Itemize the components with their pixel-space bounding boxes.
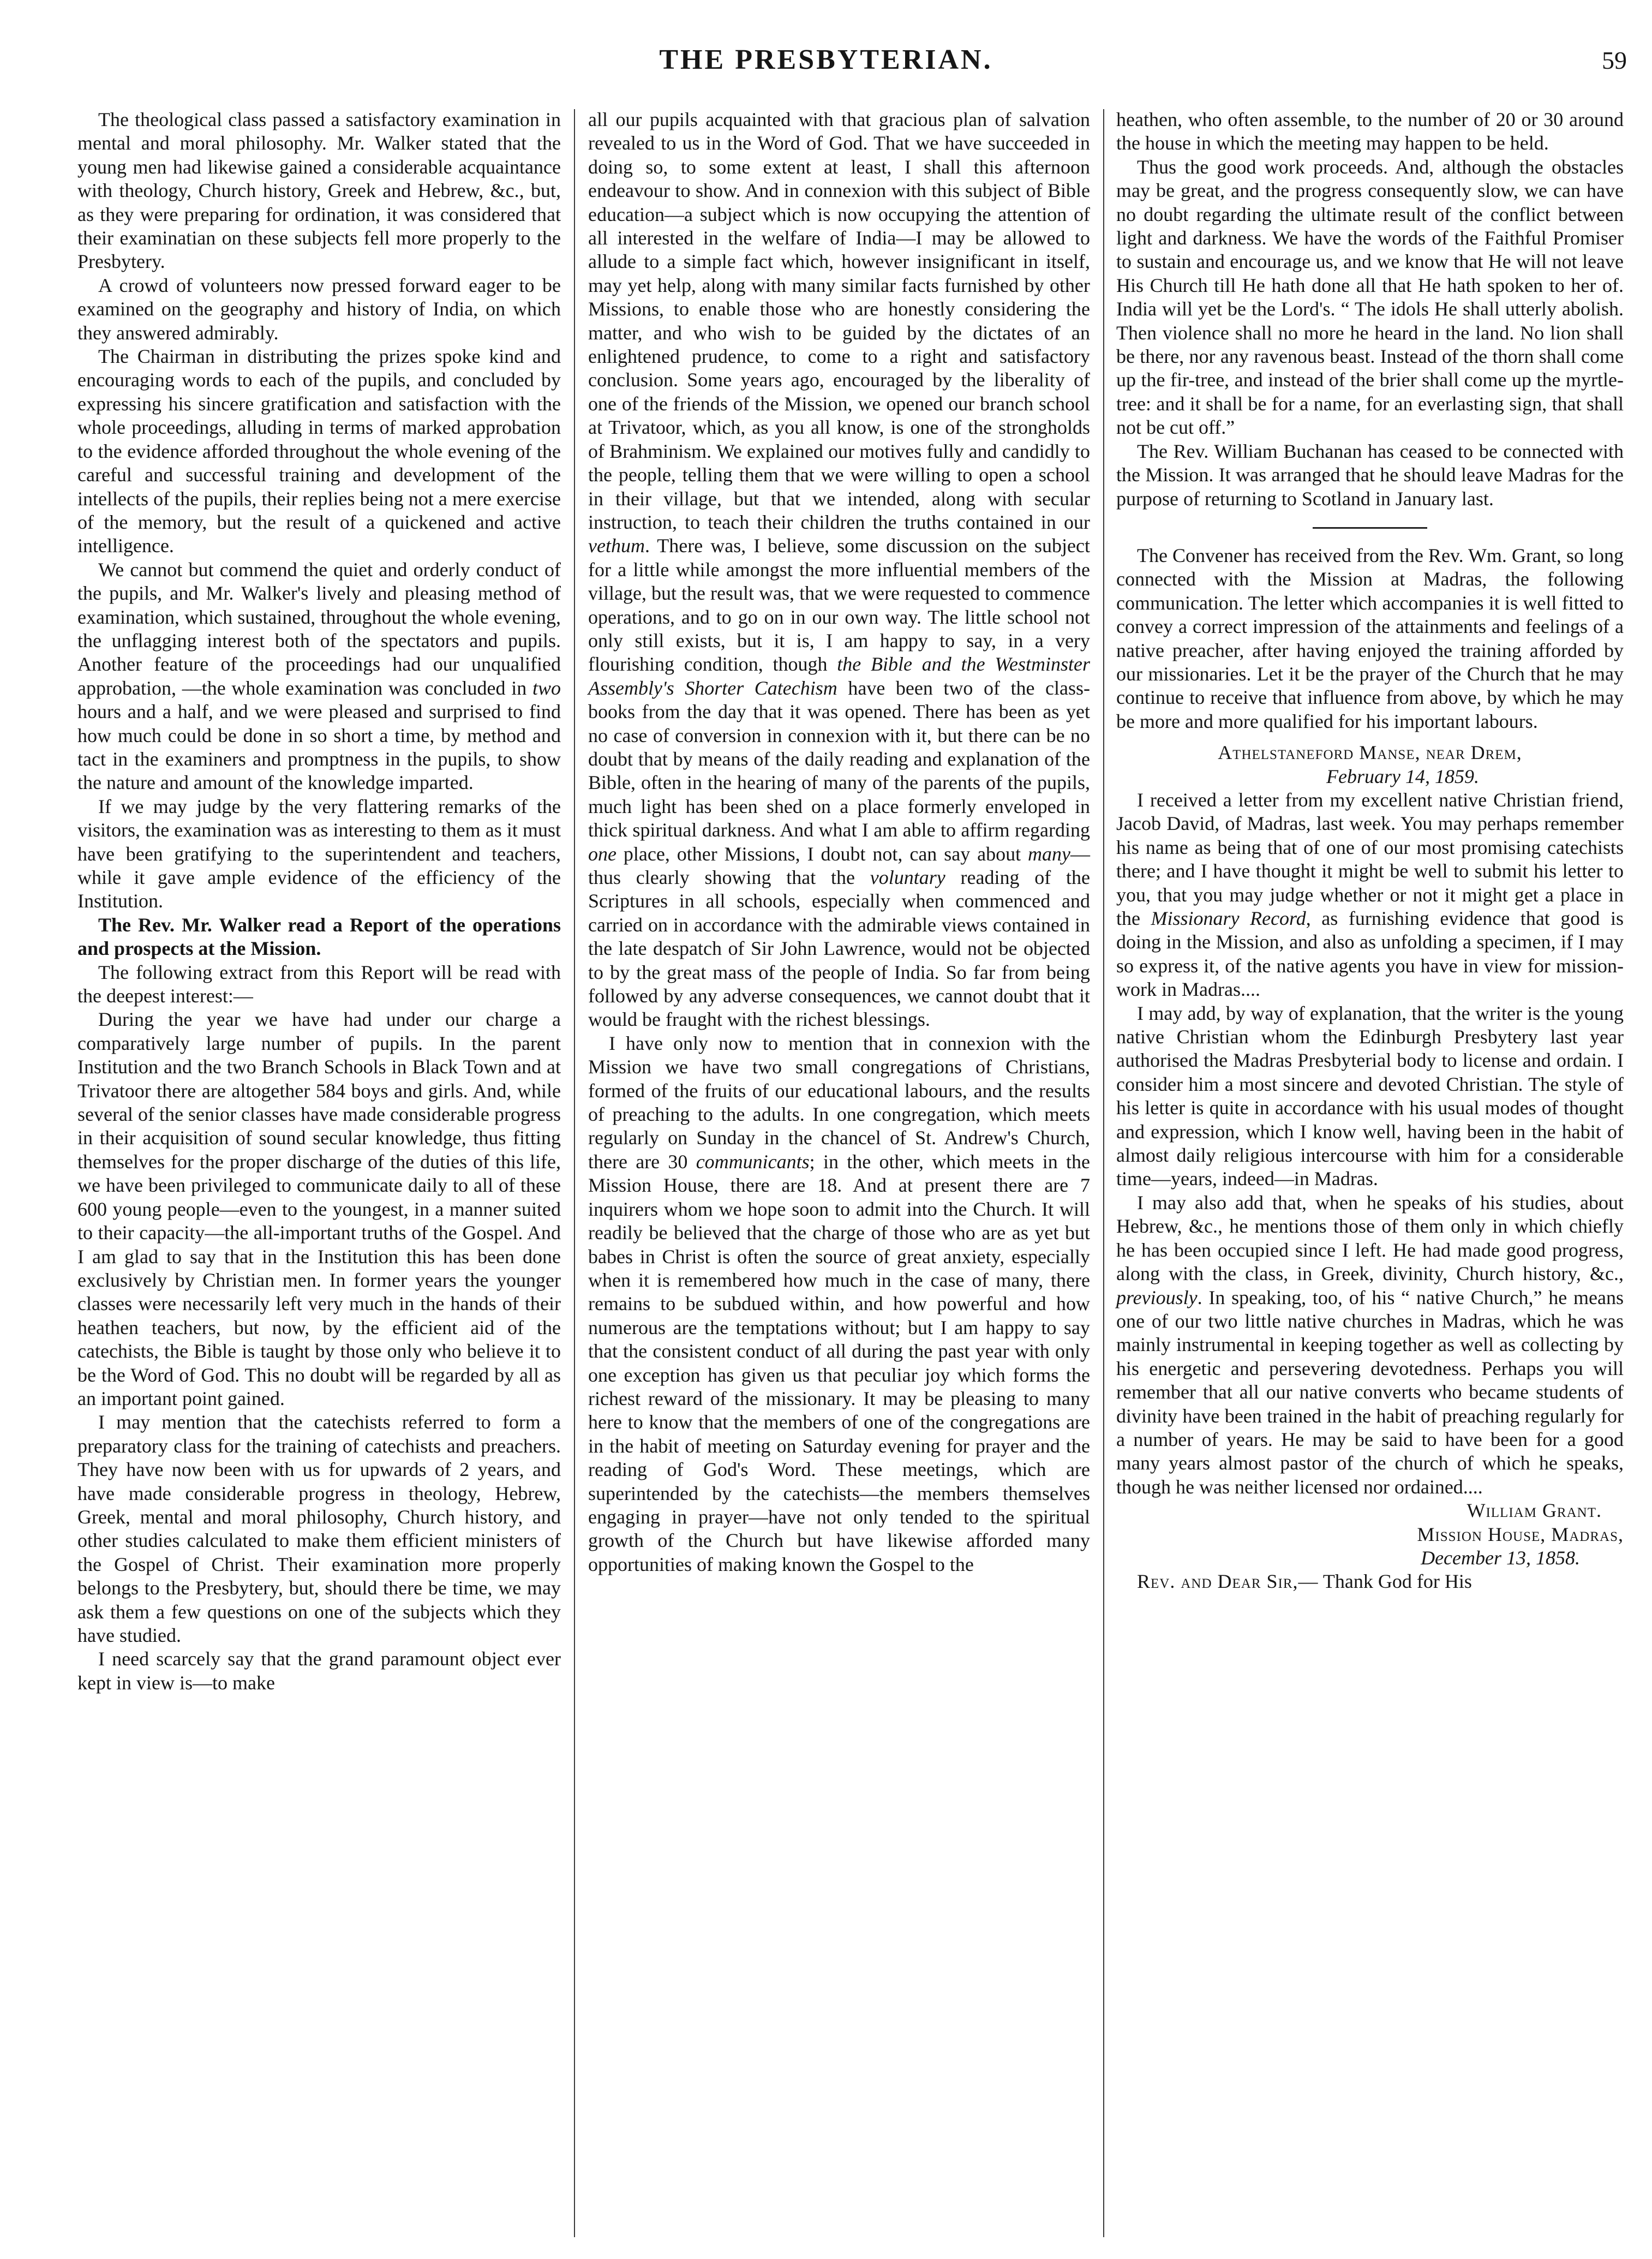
column-rule-left <box>574 109 575 2237</box>
paragraph: The Convener has received from the Rev. Wm. Grant, so long connected with the Mission at Madras, the following communication. The letter which accompanies it is well fitted to convey a correct impression of the attainments and feelings of a native preacher, after having enjoyed the training afforded by our missionaries. Let it be the prayer of the Church that he may continue to receive that influence from above, by which he may be more and more qualified for his important labours. <box>1116 544 1624 732</box>
text-run: I received a letter from my excellent native Christian friend, Jacob David, of Madras, last week. You may perhaps remember his name as being that of one of our most promising catechists there; and I have thought it might be well to submit his letter to you, that you may judge whether or not it might get a place in the <box>1116 788 1624 929</box>
paragraph: The theological class passed a satisfactory examination in mental and moral philosophy. Mr. Walker stated that the young men had likewise gained a considerable acquaintance with theology, Church history, Greek and Hebrew, &c., but, as they were preparing for ordination, it was considered that their examinatian on these subjects fell more properly to the Presbytery. <box>77 109 561 273</box>
paragraph: The Chairman in distributing the prizes spoke kind and encouraging words to each of the pupils, and concluded by expressing his sincere gratification and satisfaction with the whole proceedings, alluding in terms of marked approbation to the evidence afforded throughout the whole evening of the careful and successful training and development of the intellects of the pupils, their replies being not a mere exercise of the memory, but the result of a quickened and active intelligence. <box>77 345 561 557</box>
dateline-date: February 14, 1859. <box>1326 765 1479 787</box>
salutation-label: Rev. and Dear Sir,— <box>1137 1570 1319 1593</box>
signature: William Grant. <box>1467 1499 1602 1522</box>
text-run: Thank God for His <box>1318 1570 1472 1593</box>
paragraph: A crowd of volunteers now pressed forward eager to be examined on the geography and history of India, on which they answered admirably. <box>77 274 561 344</box>
text-run: We cannot but commend the quiet and orderly conduct of the pupils, and Mr. Walker's lively and pleasing method of examination, which sustained, throughout the whole evening, the unflagging interest both of the spectators and pupils. Another feature of the proceedings had our unqualified approbation, —the whole examination was concluded in <box>77 558 561 699</box>
paragraph: I may mention that the catechists referred to form a preparatory class for the training of catechists and preachers. They have now been with us for upwards of 2 years, and have made considerable progress in theology, Hebrew, Greek, mental and moral philosophy, Church history, and other studies calculated to make them efficient ministers of the Gospel of Christ. Their examination more properly belongs to the Presbytery, but, should there be time, we may ask them a few questions on one of the subjects which they have studied. <box>77 1411 561 1646</box>
letter-address-date: December 13, 1858. <box>1421 1546 1580 1569</box>
paragraph: If we may judge by the very flattering remarks of the visitors, the examination was as interesting to them as it must have been gratifying to the superintendent and teachers, while it gave ample evidence of the efficiency of the Institution. <box>77 795 561 912</box>
text-run: all our pupils acquainted with that gracious plan of salvation revealed to us in the Word of God. That we have succeeded in doing so, to some extent at least, I shall this afternoon endeavour to show. And in connexion with this subject of Bible education—a subject which is now occupying the attention of all interested in the welfare of India—I may be allowed to allude to a simple fact which, however insignificant in itself, may yet help, along with many similar facts furnished by other Missions, to enable those who are honestly considering the matter, and who wish to be guided by the dictates of an enlightened prudence, to come to a right and satisfactory conclusion. Some years ago, encouraged by the liberality of one of the friends of the Mission, we opened our branch school at Trivatoor, which, as you all know, is one of the strongholds of Brahminism. We explained our motives fully and candidly to the people, telling them that we were willing to open a school in their village, but that we intended, along with secular instruction, to teach their children the truths contained in our <box>588 109 1090 533</box>
column-middle <box>588 108 1090 1576</box>
column-rule-right <box>1103 109 1104 2237</box>
text-run: hours and a half, and we were pleased and surprised to find how much could be done in so short a time, by method and tact in the examiners and promptness in the pupils, to show the nature and amount of the knowledge imparted. <box>77 701 561 794</box>
dateline-place: Athelstaneford Manse, near Drem, <box>1218 742 1522 764</box>
letter-address-place: Mission House, Madras, <box>1417 1523 1624 1545</box>
text-run: I have only now to mention that in connexion with the Mission we have two small congregations of Christians, formed of the fruits of our educational labours, and the results of preaching to the adults. In one congregation, which meets regularly on Sunday in the chancel of St. Andrew's Church, there are 30 <box>588 1032 1090 1173</box>
page-header <box>0 44 1652 87</box>
paragraph <box>1116 1191 1624 1499</box>
page-number: 59 <box>1602 46 1627 74</box>
paragraph: Thus the good work proceeds. And, although the obstacles may be great, and the progress consequently slow, we can have no doubt regarding the ultimate result of the conflict between light and darkness. We have the words of the Faithful Promiser to sustain and encourage us, and we know that He will not leave His Church till He hath done all that He hath spoken to her of. India will yet be the Lord's. “ The idols He shall utterly abolish. Then violence shall no more he heard in the land. No lion shall be there, nor any ravenous beast. Instead of the thorn shall come up the fir-tree, and instead of the brier shall come up the myrtle-tree: and it shall be for a name, for an everlasting sign, that shall not be cut off.” <box>1116 156 1624 439</box>
paragraph: heathen, who often assemble, to the number of 20 or 30 around the house in which the meeting may happen to be held. <box>1116 109 1624 154</box>
text-run: . In speaking, too, of his “ native Church,” he means one of our two little native churches in Madras, which he was mainly instrumental in keeping together as well as collecting by his energetic and persevering devotedness. Perhaps you will remember that all our native converts who became students of divinity have been trained in the habit of preaching regularly for a number of years. He may be said to have been for a good many years almost pastor of the church of which he speaks, though he was neither licensed nor ordained.... <box>1116 1286 1624 1498</box>
italic-text: many <box>1028 842 1070 865</box>
paragraph <box>588 108 1090 1032</box>
salutation <box>1116 1570 1624 1593</box>
section-divider <box>1313 527 1427 529</box>
text-run: , as furnishing evidence that good is doing in the Mission, and also as unfolding a specimen, if I may so express it, of the native agents you have in view for mission-work in Madras.... <box>1116 907 1624 1001</box>
paragraph <box>1116 788 1624 1002</box>
text-run: reading of the Scriptures in all schools, especially when commenced and carried on in accordance with the admirable views contained in the late despatch of Sir John Lawrence, would not be objected to by the great mass of the people of India. So far from being followed by any adverse consequences, we cannot doubt that it would be fraught with the richest blessings. <box>588 866 1090 1031</box>
text-run: I may also add that, when he speaks of his studies, about Hebrew, &c., he mentions those of them only in which chiefly he has been occupied since I left. He had made good progress, along with the class, in Greek, divinity, Church history, &c., <box>1116 1191 1624 1285</box>
paragraph: The Rev. William Buchanan has ceased to be connected with the Mission. It was arranged that he should leave Madras for the purpose of returning to Scotland in January last. <box>1116 440 1624 510</box>
italic-text: voluntary <box>870 866 945 888</box>
italic-text: the Bible and the Westminster Assembly's Shorter Catechism <box>588 653 1090 699</box>
italic-text: Missionary Record <box>1151 907 1306 929</box>
text-run: —thus clearly showing that the <box>588 842 1090 888</box>
paragraph: During the year we have had under our charge a comparatively large number of pupils. In the parent Institution and the two Branch Schools in Black Town and at Trivatoor there are altogether 584 boys and girls. And, while several of the senior classes have made considerable progress in their acquisition of sound secular knowledge, thus fitting themselves for the proper discharge of the duties of this life, we have been privileged to communicate daily to all of these 600 young people—even to the youngest, in a manner suited to their capacity—the all-important truths of the Gospel. And I am glad to say that in the Institution this has been done exclusively by Christian men. In former years the younger classes were necessarily left very much in the hands of their heathen teachers, but now, by the efficient aid of the catechists, the Bible is taught by those only who believe it to be the Word of God. This no doubt will be regarded by all as an important point gained. <box>77 1008 561 1409</box>
italic-text: communicants <box>696 1150 810 1173</box>
paragraph: I may add, by way of explanation, that the writer is the young native Christian whom the Edinburgh Presbytery last year authorised the Madras Presbyterial body to license and ordain. I consider him a most sincere and devoted Christian. The style of his letter is quite in accordance with his usual modes of thought and expression, which I know well, having been in the habit of almost daily religious intercourse with him for a considerable time—years, indeed—in Madras. <box>1116 1002 1624 1190</box>
paragraph <box>588 1032 1090 1576</box>
paragraph: I need scarcely say that the grand paramount object ever kept in view is—to make <box>77 1648 561 1694</box>
text-run: have been two of the class-books from the day that it was opened. There has been as yet no case of conversion in connexion with it, but there can be no doubt that by means of the daily reading and explanation of the Bible, often in the hearing of many of the parents of the pupils, much light has been shed on a place formerly enveloped in thick spiritual darkness. And what I am able to affirm regarding <box>588 677 1090 841</box>
italic-text: vethum <box>588 535 645 557</box>
text-run: place, other Missions, I doubt not, can say about <box>616 842 1028 865</box>
paragraph: The following extract from this Report will be read with the deepest interest:— <box>77 961 561 1007</box>
italic-text: previously <box>1116 1286 1198 1308</box>
text-run: . There was, I believe, some discussion on the subject for a little while amongst the more influential members of the village, but the result was, that we were requested to commence operations, and to go on in our own way. The little school not only still exists, but it is, I am happy to say, in a very flourishing condition, though <box>588 535 1090 676</box>
report-heading: The Rev. Mr. Walker read a Report of the operations and prospects at the Mission. <box>77 913 561 960</box>
column-right <box>1116 108 1624 1594</box>
italic-text: one <box>588 842 616 865</box>
italic-text: two <box>532 677 561 699</box>
running-title: THE PRESBYTERIAN. <box>659 44 993 75</box>
text-run: ; in the other, which meets in the Mission House, there are 18. And at present there are 7 inquirers whom we hope soon to admit into the Church. It will readily be believed that the charge of those who are as yet but babes in Christ is often the source of great anxiety, especially when it is remembered how much in the case of many, there remains to be subdued within, and how powerful and how numerous are the temptations without; but I am happy to say that the consistent conduct of all during the past year with only one exception has given us that peculiar joy which forms the richest reward of the missionary. It may be pleasing to many here to know that the members of one of the congregations are in the habit of meeting on Saturday evening for prayer and the reading of God's Word. These meetings, which are superintended by the catechists—the members themselves engaging in prayer—have not only tended to the spiritual growth of the Church but have likewise afforded many opportunities of making known the Gospel to the <box>588 1150 1090 1575</box>
column-left <box>77 108 561 1695</box>
paragraph <box>77 558 561 795</box>
